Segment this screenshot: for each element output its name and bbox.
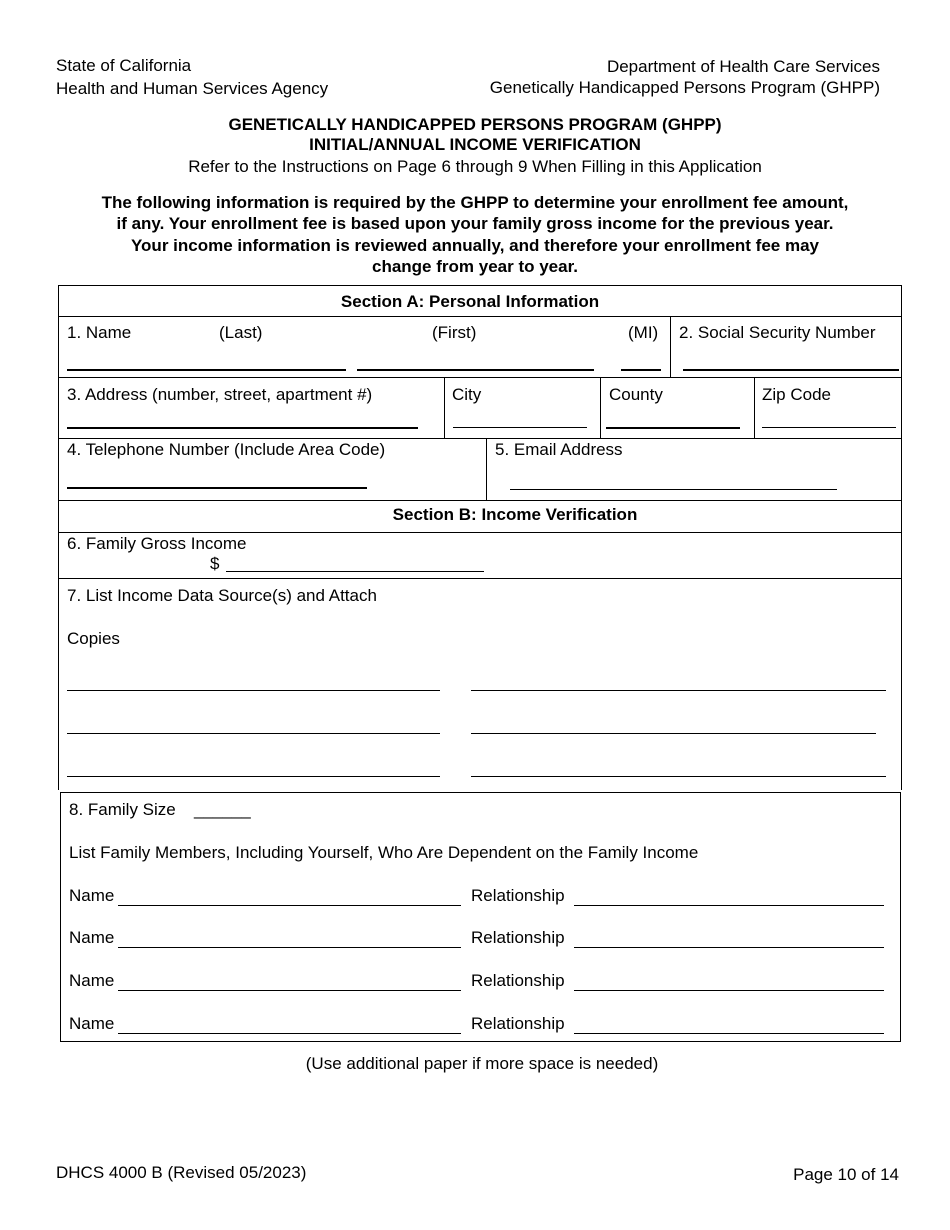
member-name-input[interactable]	[118, 990, 461, 991]
dollar-sign: $	[210, 554, 220, 573]
copies-label: Copies	[67, 629, 120, 648]
member-relationship-input[interactable]	[574, 947, 884, 948]
member-name-input[interactable]	[118, 1033, 461, 1034]
member-name-label: Name	[69, 886, 115, 905]
divider	[58, 377, 902, 378]
form-left-border	[58, 285, 59, 790]
divider	[754, 377, 755, 438]
email-input[interactable]	[510, 489, 837, 490]
income-input[interactable]	[226, 571, 484, 572]
member-relationship-label: Relationship	[471, 1014, 565, 1033]
divider	[444, 377, 445, 438]
phone-input[interactable]	[67, 487, 367, 489]
form-instructions-ref: Refer to the Instructions on Page 6 through 9 When Filling in this Application	[188, 157, 762, 176]
header-department: Department of Health Care Services	[606, 57, 880, 76]
header-agency: Health and Human Services Agency	[56, 79, 329, 98]
middle-initial-label: (MI)	[628, 323, 659, 342]
city-label: City	[452, 385, 482, 404]
source-input-1-right[interactable]	[471, 690, 886, 691]
divider	[58, 578, 902, 579]
divider	[486, 438, 487, 500]
source-input-2-left[interactable]	[67, 733, 440, 734]
intro-line-1: The following information is required by the GHPP to determine your enrollment fee amount,	[101, 193, 849, 212]
divider	[58, 532, 902, 533]
member-name-label: Name	[69, 928, 115, 947]
ssn-label: 2. Social Security Number	[679, 323, 876, 342]
divider	[60, 792, 61, 1042]
intro-line-2: if any. Your enrollment fee is based upon your family gross income for the previous year.	[116, 214, 834, 233]
member-relationship-label: Relationship	[471, 886, 565, 905]
page-number: Page 10 of 14	[793, 1165, 899, 1184]
middle-initial-input[interactable]	[621, 369, 661, 371]
section-b-title: Section B: Income Verification	[392, 505, 638, 524]
member-relationship-input[interactable]	[574, 905, 884, 906]
member-name-input[interactable]	[118, 947, 461, 948]
header-program: Genetically Handicapped Persons Program (GHPP)	[489, 78, 880, 97]
source-input-3-right[interactable]	[471, 776, 886, 777]
name-label: 1. Name	[67, 323, 132, 342]
county-label: County	[609, 385, 663, 404]
divider	[670, 316, 671, 377]
form-title-program: GENETICALLY HANDICAPPED PERSONS PROGRAM (GHPP)	[228, 115, 722, 134]
first-name-input[interactable]	[357, 369, 594, 371]
sources-label: 7. List Income Data Source(s) and Attach	[67, 586, 377, 605]
intro-line-4: change from year to year.	[372, 257, 578, 276]
first-name-label: (First)	[432, 323, 477, 342]
source-input-2-right[interactable]	[471, 733, 876, 734]
email-label: 5. Email Address	[495, 440, 623, 459]
form-id: DHCS 4000 B (Revised 05/2023)	[56, 1163, 307, 1182]
divider	[58, 500, 902, 501]
form-right-border	[901, 285, 902, 790]
address-label: 3. Address (number, street, apartment #)	[67, 385, 373, 404]
divider	[600, 377, 601, 438]
county-input[interactable]	[606, 427, 740, 429]
phone-label: 4. Telephone Number (Include Area Code)	[67, 440, 386, 459]
last-name-input[interactable]	[67, 369, 346, 371]
form-title-verification: INITIAL/ANNUAL INCOME VERIFICATION	[309, 135, 641, 154]
source-input-1-left[interactable]	[67, 690, 440, 691]
last-name-label: (Last)	[219, 323, 263, 342]
divider	[60, 1041, 900, 1042]
zip-input[interactable]	[762, 427, 896, 428]
additional-paper-note: (Use additional paper if more space is needed)	[305, 1054, 659, 1073]
address-input[interactable]	[67, 427, 418, 429]
ssn-input[interactable]	[683, 369, 899, 371]
city-input[interactable]	[453, 427, 587, 428]
section-a-title: Section A: Personal Information	[340, 292, 600, 311]
zip-label: Zip Code	[762, 385, 831, 404]
member-name-label: Name	[69, 971, 115, 990]
family-size-label: 8. Family Size	[69, 800, 176, 819]
divider	[58, 316, 902, 317]
member-relationship-label: Relationship	[471, 928, 565, 947]
member-relationship-input[interactable]	[574, 1033, 884, 1034]
divider	[900, 792, 901, 1042]
member-relationship-input[interactable]	[574, 990, 884, 991]
dependents-label: List Family Members, Including Yourself, Who Are Dependent on the Family Income	[69, 843, 699, 862]
divider	[58, 438, 902, 439]
form-top-border	[58, 285, 902, 286]
income-label: 6. Family Gross Income	[67, 534, 247, 553]
family-size-input[interactable]: ______	[194, 800, 251, 819]
member-name-label: Name	[69, 1014, 115, 1033]
member-name-input[interactable]	[118, 905, 461, 906]
source-input-3-left[interactable]	[67, 776, 440, 777]
member-relationship-label: Relationship	[471, 971, 565, 990]
header-state: State of California	[56, 56, 192, 75]
divider	[60, 792, 900, 793]
intro-line-3: Your income information is reviewed annually, and therefore your enrollment fee may	[130, 236, 820, 255]
